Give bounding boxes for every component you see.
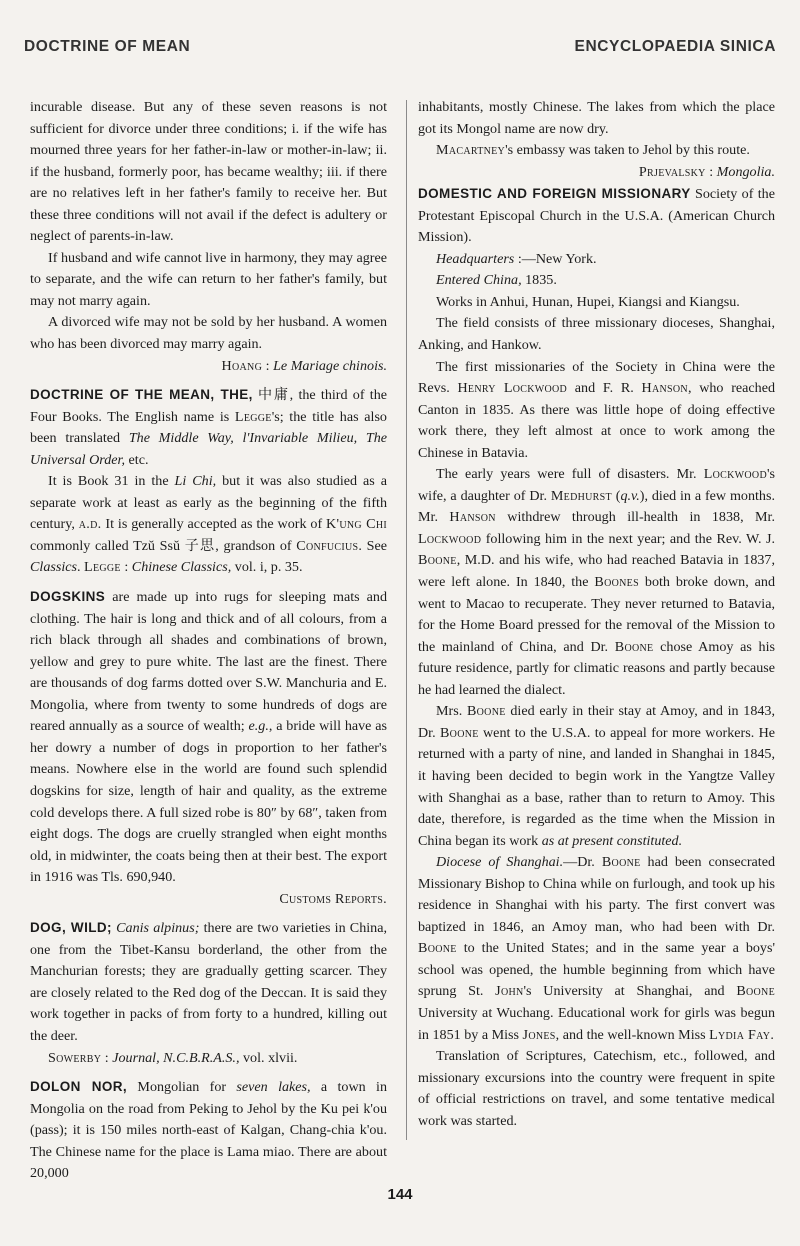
missions-entered [418, 270, 775, 292]
dog-source-title: Journal, N.C.B.R.A.S., [112, 1049, 240, 1066]
doctrine-p2b: but it was also studied as a separate work at least as early as the beginning of the fifth century, [30, 473, 387, 533]
doctrine-source-colon: : [120, 559, 132, 576]
entry-dogskins [30, 586, 387, 910]
dogskins-text-1: are made up into rugs for sleeping mats and clothing. The hair is long and thick and of all colours, from a rich black through all shades and combinations of brown, yellow and grey to pure white. The last are the finest. There are thousands of dog farms dotted over S.W. Manchuria and E. Mongolia, where from twenty to some hundreds of dogs are reared annually as a source of wealth; [30, 589, 387, 735]
doctrine-paragraph-2 [30, 471, 387, 579]
dog-source-author: Sowerby [48, 1049, 102, 1066]
early-g: , M.D. and his wife, who had reached Batavia in 1837, were left alone. In 1840, the [418, 552, 775, 591]
missions-diocese-shanghai [418, 852, 775, 1046]
first-a: The first missionaries of the Society in China were the Revs. [418, 358, 775, 397]
dolon-source [418, 162, 775, 184]
dolon-text-2: a town in Mongolia on the road from Peking to Jehol by the Ku pei k'ou (pass); it is 150 miles north-east of Kalgan, Chang-chia k'ou. The Chinese name for the place is Lama miao. There are about 20,000 [30, 1079, 388, 1182]
headword-doctrine: DOCTRINE OF THE MEAN, THE, [30, 387, 253, 403]
dio-a: —Dr. [563, 854, 602, 871]
running-header [24, 38, 776, 56]
dog-source [30, 1048, 387, 1070]
name-lockwood: Lockwood [703, 466, 767, 483]
missions-first-missionaries [418, 357, 775, 465]
headword-dolon-nor: DOLON NOR, [30, 1079, 128, 1095]
missions-mrs-boone [418, 701, 775, 852]
diocese-label: Diocese of Shanghai. [436, 854, 564, 871]
dog-source-colon: : [101, 1049, 113, 1066]
name-hanson-2: Hanson [449, 509, 496, 526]
dolon-source-title: Mongolia. [716, 163, 775, 180]
doctrine-source-author: Legge [84, 559, 121, 576]
dio-g: . [770, 1026, 774, 1043]
mrs-b: died early in their stay at Amoy, and in 1843, Dr. [418, 703, 775, 741]
macartney: Macartney [436, 142, 506, 159]
dolon-source-colon: : [705, 163, 717, 180]
missions-translation: Translation of Scriptures, Catechism, etc., followed, and missionary excursions into the country were frequent in spite of official restrictions on travel, and some tentative medical work was started. [418, 1048, 775, 1129]
dolon-seven-lakes: seven lakes, [236, 1079, 311, 1096]
mrs-c: went to the U.S.A. to appeal for more workers. He returned with a party of nine, and landed in Shanghai in 1845, it having been decided to begin work in the Yangtze Valley with Shanghai as a base, rather than to return to Amoy. This date, therefore, is regarded as the time when the Mission in China began its work [418, 724, 775, 849]
column-rule [406, 100, 407, 1140]
missions-hq-label: Headquarters [436, 250, 515, 267]
entry-dog-wild [30, 917, 387, 1047]
early-e: withdrew through ill-health in 1838, Mr. [495, 509, 775, 526]
doctrine-source-title: Chinese Classics, [131, 559, 232, 576]
doctrine-legge: Legge [234, 408, 272, 425]
left-column [30, 97, 387, 1185]
doctrine-titles: The Middle Way, l'Invariable Milieu, The Universal Order, [30, 430, 388, 468]
dolon-paragraph-2 [418, 140, 775, 183]
dio-d: 's University at Shanghai, and [523, 983, 737, 1000]
dog-text: there are two varieties in China, one from the Tibet-Kansu borderland, the other from the Manchurian forests; they are gradually getting scarcer. They are closely related to the Red dog of the Deccan. It is said they work together in packs of from forty to a hundred, killing out the deer. [30, 920, 387, 1044]
dolon-source-author: Prjevalsky [638, 163, 706, 180]
name-boone-3: Boone [466, 703, 506, 720]
page-number: 144 [387, 1186, 413, 1203]
missions-headquarters [418, 249, 775, 271]
divorce-paragraph-3-text: A divorced wife may not be sold by her husband. A women who has been divorced may marry again. [30, 314, 387, 353]
name-hanson: Hanson [641, 380, 688, 397]
name-medhurst: Medhurst [550, 487, 612, 504]
missions-hq-value: :—New York. [514, 250, 597, 267]
doctrine-li-chi: Li Chi, [174, 473, 217, 490]
doctrine-p2e: . See [358, 537, 387, 554]
headword-dogskins: DOGSKINS [30, 589, 106, 605]
missions-field: The field consists of three missionary dioceses, Shanghai, Anking, and Hankow. [418, 315, 775, 354]
early-b: 's wife, a daughter of Dr. [418, 466, 775, 504]
entry-missionary-society [418, 183, 775, 249]
name-henry-lockwood: Henry Lockwood [457, 380, 568, 397]
name-boone: Boone [418, 552, 457, 569]
doctrine-text-1: the third of the Four Books. The English name is [30, 387, 387, 425]
name-john: John [495, 983, 524, 1000]
early-f: following him in the next year; and the Rev. W. J. [481, 530, 775, 547]
divorce-paragraph-3 [30, 312, 387, 377]
name-boone-4: Boone [439, 724, 479, 741]
doctrine-p2f: . [77, 559, 85, 576]
dolon-continued: inhabitants, mostly Chinese. The lakes from which the place got its Mongol name are now dry. [418, 99, 775, 137]
missions-works: Works in Anhui, Hunan, Hupei, Kiangsi and Kiangsu. [436, 293, 740, 310]
dogskins-eg: e.g. [248, 718, 269, 735]
doctrine-text-3: etc. [125, 451, 149, 468]
source-title: Le Mariage chinois. [273, 357, 387, 374]
headword-dog-wild: DOG, WILD; [30, 920, 112, 936]
doctrine-confucius: Confucius [296, 537, 359, 554]
doctrine-kung-chi: K'ung Chi [326, 516, 387, 533]
divorce-source [30, 356, 387, 378]
early-c: ( [611, 487, 621, 504]
early-a: The early years were full of disasters. Mr. [436, 466, 704, 483]
name-lydia-fay: Lydia Fay [709, 1026, 771, 1043]
name-boone-7: Boone [736, 983, 775, 1000]
header-left: DOCTRINE OF MEAN [24, 38, 191, 55]
doctrine-p2d: commonly called Tzŭ Ssŭ 子思, grandson of [30, 537, 297, 554]
first-c: , who reached Canton in 1835. As there was little hope of doing effective work there, they left almost at once to work among the Chinese in Batavia. [418, 380, 776, 461]
name-boone-5: Boone [601, 854, 641, 871]
missions-entered-label: Entered China, [436, 272, 522, 289]
missions-text-1: Society of the Protestant Episcopal Church in the U.S.A. (American Church Mission). [418, 186, 775, 246]
doctrine-p2a: It is Book 31 in the [48, 473, 175, 490]
mrs-a: Mrs. [436, 703, 467, 720]
as-at-present: as at present constituted. [541, 832, 683, 849]
qv: q.v. [620, 487, 640, 504]
doctrine-ad: a.d. [78, 516, 102, 533]
doctrine-text-2: 's; the title has also been translated [30, 408, 387, 447]
name-boones: Boones [594, 574, 639, 591]
entry-dolon-nor [30, 1076, 387, 1185]
dog-latin-name: Canis alpinus; [116, 920, 200, 937]
doctrine-p2c: It is generally accepted as the work of [101, 516, 327, 533]
missions-early-years [418, 464, 775, 701]
missions-entered-value: 1835. [521, 272, 557, 289]
right-column [418, 97, 775, 1132]
headword-missionary: DOMESTIC AND FOREIGN MISSIONARY [418, 186, 691, 202]
early-i: chose Amoy as his future residence, partly for climatic reasons and partly because he had learned the dialect. [418, 638, 776, 698]
first-b: and F. R. [567, 380, 642, 397]
divorce-paragraph-1: incurable disease. But any of these seven reasons is not sufficient for divorce under three conditions; i. if the wife has mourned three years for her father-in-law or mother-in-law; ii. if the husband, formerly poor, has became wealthy; iii. if there are no relatives left in her father's family to receive her. But these three conditions will not avail if the defect is adultery or neglect of parents-in-law. [30, 99, 387, 245]
doctrine-chinese-chars: 中庸, [258, 387, 294, 404]
source-author: Hoang [221, 357, 263, 374]
divorce-paragraph-2: If husband and wife cannot live in harmony, they may agree to separate, and the wife can return to her father's family, but may not marry again. [30, 249, 387, 309]
early-h: both broke down, and went to Macao to recuperate. They never returned to Batavia, for the Home Board pressed for the removal of the Mission to the mainland of China, and Dr. [418, 574, 775, 655]
entry-doctrine-of-the-mean [30, 384, 387, 471]
dio-b: had been consecrated Missionary Bishop to China while on furlough, and took up his residence in Shanghai with his party. The first convert was baptized in 1846, an Amoy man, who had been with Dr. [418, 854, 775, 935]
dio-c: to the United States; and in the same year a boys' school was opened, the humble beginning from which have sprung St. [418, 940, 775, 1000]
dolon-text-1: Mongolian for [127, 1079, 237, 1096]
name-boone-6: Boone [418, 940, 457, 957]
dog-source-rest: vol. xlvii. [239, 1049, 298, 1066]
source-colon: : [262, 357, 274, 374]
doctrine-classics-ref: Classics [30, 559, 77, 576]
doctrine-source-rest: vol. i, p. 35. [231, 559, 303, 576]
early-d: ), died in a few months. Mr. [418, 487, 775, 526]
dogskins-text-2: , a bride will have as her dowry a number of dogs in proportion to her father's means. Nowhere else in the world are found such splendid dogskins for size, length of hair and quality, as the extreme cold develops there. A full sized robe is 80″ by 68″, taken from eight dogs. The dogs are cruelly strangled when eight months old, in midwinter, the coats being then at their best. The export in 1916 was Tls. 690,940. [30, 718, 388, 886]
dogskins-source: Customs Reports. [279, 890, 387, 907]
name-jones: Jones [522, 1026, 556, 1043]
dio-f: , and the well-known Miss [555, 1026, 710, 1043]
dio-e: University at Wuchang. Educational work for girls was begun in 1851 by a Miss [418, 1004, 775, 1043]
dolon-p2-text: 's embassy was taken to Jehol by this route. [505, 142, 750, 159]
name-lockwood-3: Lockwood [418, 530, 482, 547]
header-right: ENCYCLOPAEDIA SINICA [574, 38, 776, 55]
name-boone-2: Boone [614, 638, 654, 655]
